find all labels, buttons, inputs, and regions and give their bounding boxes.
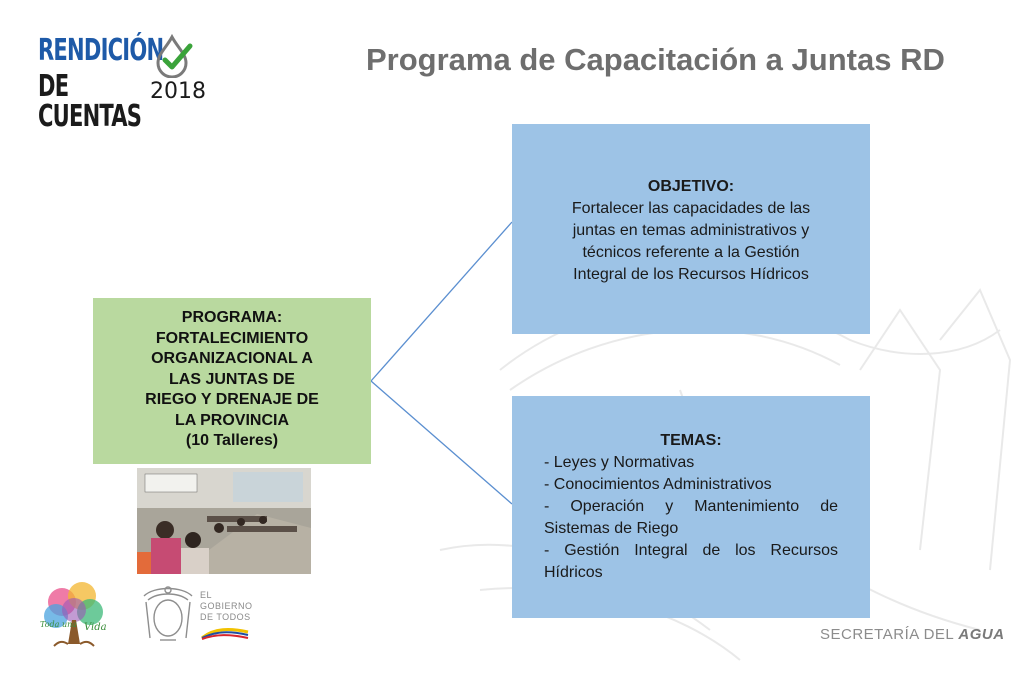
secretaria-text: SECRETARÍA DEL <box>820 626 954 643</box>
temas-box <box>512 396 870 618</box>
secretaria-del-agua-logo <box>820 626 1005 643</box>
flag-swoosh-icon <box>200 626 250 640</box>
objetivo-heading: OBJETIVO: <box>647 178 735 195</box>
checkmark-drop-icon <box>152 34 196 78</box>
toda-una-vida-logo <box>38 580 110 648</box>
temas-item: - Conocimientos Administrativos <box>544 476 772 493</box>
temas-item: - Gestión Integral de los Recursos Hídricos <box>544 542 838 581</box>
ecuador-coat-of-arms-icon <box>138 582 198 646</box>
tree-text-left: Toda una <box>40 620 78 629</box>
objetivo-box <box>512 124 870 334</box>
programa-line: LA PROVINCIA <box>174 411 290 429</box>
rendicion-de-cuentas-logo <box>38 33 208 134</box>
objetivo-line: juntas en temas administrativos y <box>572 222 810 239</box>
programa-line: FORTALECIMIENTO <box>155 329 309 347</box>
gobierno-line: EL <box>200 590 213 600</box>
objetivo-line: Integral de los Recursos Hídricos <box>573 266 809 283</box>
tree-text-right: Vida <box>84 622 107 633</box>
gobierno-de-todos-logo <box>138 582 258 648</box>
temas-heading: TEMAS: <box>660 432 722 449</box>
programa-line: RIEGO Y DRENAJE DE <box>145 391 319 408</box>
gobierno-text <box>200 590 253 623</box>
workshop-photo <box>137 468 311 574</box>
temas-item: - Operación y Mantenimiento de Sistemas de Riego <box>544 498 838 537</box>
gobierno-line: DE TODOS <box>200 612 251 622</box>
programa-line: LAS JUNTAS DE <box>169 370 295 388</box>
programa-line: PROGRAMA: <box>181 309 283 326</box>
logo-line1: RENDICIÓN <box>38 33 164 68</box>
logo-year: 2018 <box>150 79 206 104</box>
programa-box <box>93 298 371 464</box>
page-title: Programa de Capacitación a Juntas RD <box>366 42 945 77</box>
gobierno-line: GOBIERNO <box>200 601 253 611</box>
programa-line: ORGANIZACIONAL A <box>151 350 313 367</box>
agua-text: AGUA <box>958 626 1005 643</box>
programa-line: (10 Talleres) <box>185 432 279 449</box>
objetivo-line: Fortalecer las capacidades de las <box>571 200 811 217</box>
logo-line2: DE CUENTAS <box>38 69 142 134</box>
temas-item: - Leyes y Normativas <box>544 454 695 471</box>
objetivo-line: técnicos referente a la Gestión <box>582 244 800 261</box>
